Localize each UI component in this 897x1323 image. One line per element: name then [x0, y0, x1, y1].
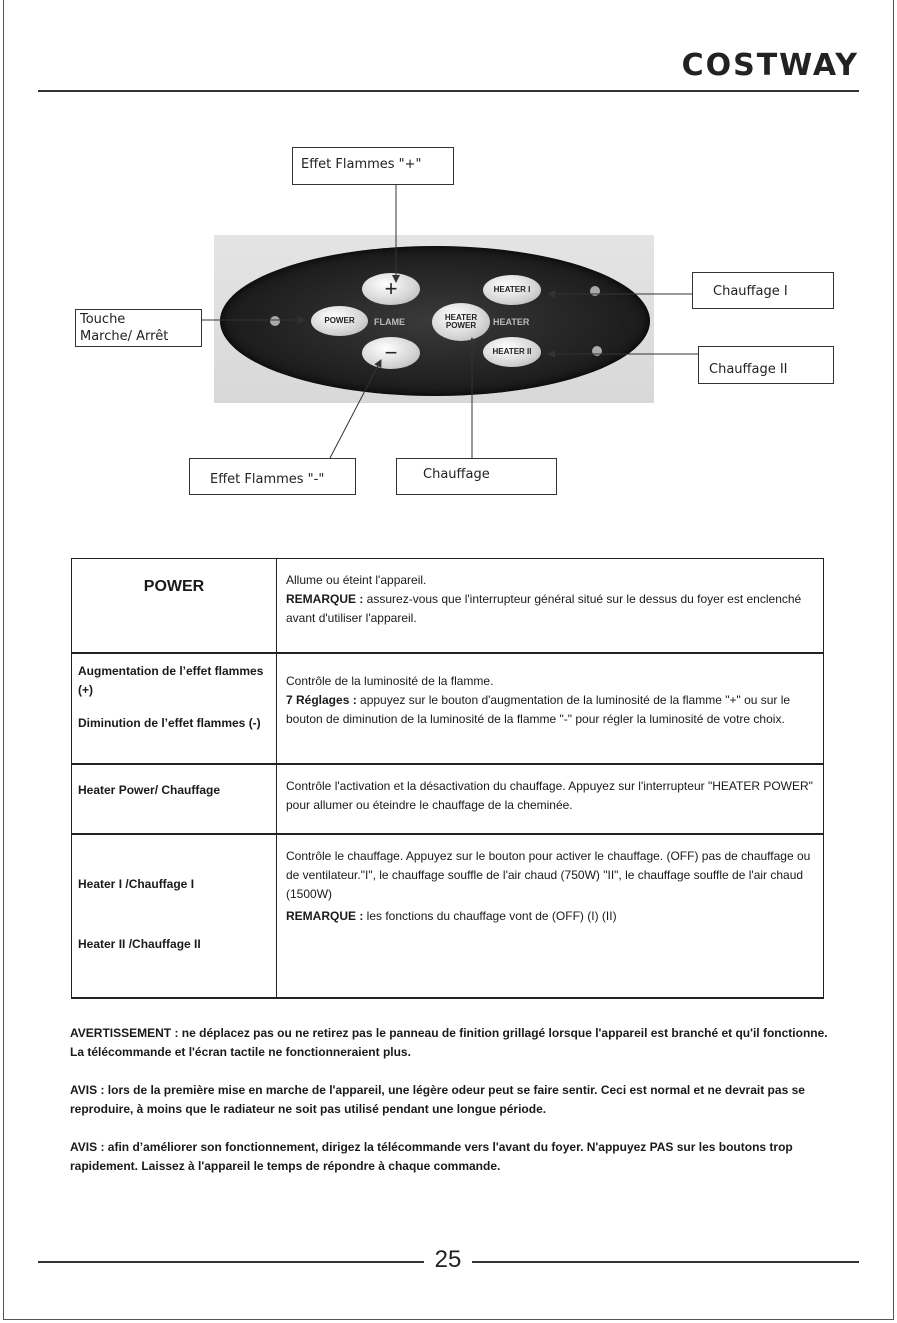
- table-desc-power: [277, 559, 824, 653]
- callout-power-line1: Touche: [80, 312, 126, 327]
- table-row-flame: [72, 653, 824, 764]
- power-note-text: assurez-vous que l'interrupteur général situé sur le dessus du foyer est enclenché avant d'utiliser l'appareil.: [286, 592, 802, 625]
- flame-label: FLAME: [374, 317, 405, 327]
- table-row-power: [72, 559, 824, 653]
- table-label-heater-power: Heater Power/ Chauffage: [72, 764, 277, 834]
- callout-leader-lines: [0, 0, 897, 520]
- callout-flame-minus: Effet Flammes "-": [189, 458, 356, 495]
- flame-settings-label: 7 Réglages :: [286, 692, 357, 707]
- callout-power: [75, 309, 202, 347]
- heater-levels-note-text: les fonctions du chauffage vont de (OFF) (I) (II): [363, 908, 617, 923]
- heater1-label: Heater I /Chauffage I: [78, 876, 195, 891]
- footer-rule-right: [472, 1261, 859, 1263]
- heater-power-button[interactable]: HEATER POWER: [432, 303, 490, 341]
- table-label-flame: [72, 653, 277, 764]
- callout-power-line2: Marche/ Arrêt: [80, 329, 169, 344]
- function-table: [71, 558, 824, 999]
- table-desc-flame: [277, 653, 824, 764]
- heater2-button[interactable]: HEATER II: [483, 337, 541, 367]
- callout-flame-plus: Effet Flammes "+": [292, 147, 454, 185]
- brand-logo: COSTWAY: [681, 48, 859, 83]
- heater-levels-desc: Contrôle le chauffage. Appuyez sur le bouton pour activer le chauffage. (OFF) pas de chauffage ou de ventilateur."I", le chauffage souffle de l'air chaud (750W) "II", le chauffage souffle de l'air chaud (1500W): [286, 848, 811, 901]
- table-desc-heater-levels: [277, 834, 824, 998]
- flame-plus-button[interactable]: +: [362, 273, 420, 305]
- table-row-heater-levels: [72, 834, 824, 998]
- flame-minus-button[interactable]: −: [362, 337, 420, 369]
- power-note-label: REMARQUE :: [286, 592, 364, 606]
- footer-rule-left: [38, 1261, 424, 1263]
- flame-settings-text: appuyez sur le bouton d'augmentation de la luminosité de la flamme "+" ou sur le bouton de diminution de la luminosité de la flamme "-" pour régler la luminosité de votre choix.: [286, 692, 791, 726]
- callout-heater2: Chauffage II: [698, 346, 834, 384]
- flame-plus-label: Augmentation de l’effet flammes (+): [78, 663, 264, 697]
- notice-first-use: AVIS : lors de la première mise en marche de l'appareil, une légère odeur peut se faire sentir. Ceci est normal et ne devrait pas se reproduire, à moins que le radiateur ne soit pas utilisé pendant une longue période.: [70, 1083, 805, 1116]
- flame-desc-line: Contrôle de la luminosité de la flamme.: [286, 673, 494, 688]
- heater-levels-note: [286, 907, 814, 926]
- table-label-power: POWER: [72, 559, 277, 653]
- table-label-heater-levels: [72, 834, 277, 998]
- warning-note: AVERTISSEMENT : ne déplacez pas ou ne retirez pas le panneau de finition grillagé lorsque l'appareil est branché et qu'il fonctionne. La télécommande et l'écran tactile ne fonctionneraient plus.: [70, 1026, 828, 1059]
- power-button[interactable]: POWER: [311, 306, 368, 336]
- heater2-label: Heater II /Chauffage II: [78, 936, 201, 951]
- heater-label: HEATER: [493, 317, 530, 327]
- page-number: 25: [434, 1246, 462, 1273]
- callout-heater: Chauffage: [396, 458, 557, 495]
- table-row-heater-power: [72, 764, 824, 834]
- callout-heater1: Chauffage I: [692, 272, 834, 309]
- power-note: [286, 590, 814, 628]
- heater1-button[interactable]: HEATER I: [483, 275, 541, 305]
- heater-levels-note-label: REMARQUE :: [286, 908, 364, 923]
- notice-remote: AVIS : afin d’améliorer son fonctionnement, dirigez la télécommande vers l'avant du foyer. N'appuyez PAS sur les boutons trop rapidement. Laissez à l'appareil le temps de répondre à chaque commande.: [70, 1140, 793, 1173]
- table-desc-heater-power: Contrôle l'activation et la désactivation du chauffage. Appuyez sur l'interrupteur "HEATER POWER" pour allumer ou éteindre le chauffage de la cheminée.: [277, 764, 824, 834]
- flame-minus-label: Diminution de l’effet flammes (-): [78, 715, 261, 730]
- power-desc-line: Allume ou éteint l'appareil.: [286, 573, 427, 587]
- safety-notes: [70, 1024, 830, 1195]
- flame-settings: [286, 691, 814, 729]
